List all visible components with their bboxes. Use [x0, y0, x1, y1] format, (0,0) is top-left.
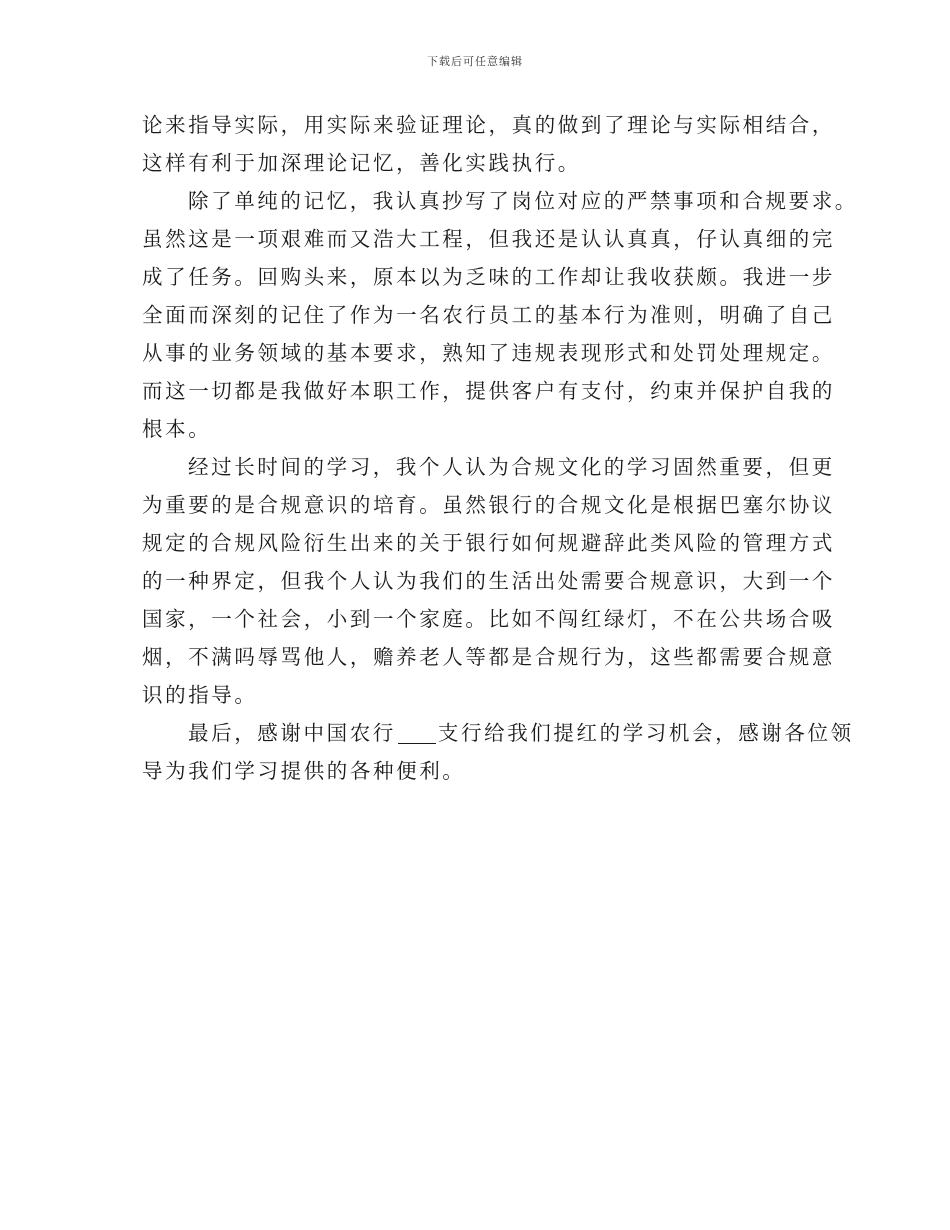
- paragraph-line: 全面而深刻的记住了作为一名农行员工的基本行为准则，明确了自己: [142, 303, 835, 327]
- closing-line-end: 支行给我们提红的学习机会，感谢各位领: [437, 721, 854, 745]
- document-body: [142, 106, 858, 790]
- closing-line-start: 最后，感谢中国农行: [188, 721, 396, 745]
- fill-in-blank: [398, 723, 436, 744]
- closing-line: [142, 714, 854, 752]
- page-header: 下载后可任意编辑: [427, 55, 523, 68]
- paragraph-line: 识的指导。: [142, 683, 258, 707]
- paragraph-line: 烟，不满吗辱骂他人，赡养老人等都是合规行为，这些都需要合规意: [142, 645, 835, 669]
- paragraph-line: 根本。: [142, 417, 212, 441]
- paragraph-line: 经过长时间的学习，我个人认为合规文化的学习固然重要，但更: [188, 455, 835, 479]
- paragraph-line: 除了单纯的记忆，我认真抄写了岗位对应的严禁事项和合规要求。: [188, 189, 858, 213]
- paragraph-line: 的一种界定，但我个人认为我们的生活出处需要合规意识，大到一个: [142, 569, 835, 593]
- paragraph-line: 虽然这是一项艰难而又浩大工程，但我还是认认真真，仔认真细的完: [142, 227, 835, 251]
- paragraph-line: 这样有利于加深理论记忆，善化实践执行。: [142, 151, 581, 175]
- paragraph-line: 而这一切都是我做好本职工作，提供客户有支付，约束并保护自我的: [142, 379, 835, 403]
- paragraph-line: 导为我们学习提供的各种便利。: [142, 759, 466, 783]
- paragraph-line: 论来指导实际，用实际来验证理论，真的做到了理论与实际相结合，: [142, 113, 835, 137]
- paragraph-line: 为重要的是合规意识的培育。虽然银行的合规文化是根据巴塞尔协议: [142, 493, 835, 517]
- paragraph-line: 成了任务。回购头来，原本以为乏味的工作却让我收获颇。我进一步: [142, 265, 835, 289]
- paragraph-line: 国家，一个社会，小到一个家庭。比如不闯红绿灯，不在公共场合吸: [142, 607, 835, 631]
- paragraph-line: 从事的业务领域的基本要求，熟知了违规表现形式和处罚处理规定。: [142, 341, 835, 365]
- paragraph-line: 规定的合规风险衍生出来的关于银行如何规避辞此类风险的管理方式: [142, 531, 835, 555]
